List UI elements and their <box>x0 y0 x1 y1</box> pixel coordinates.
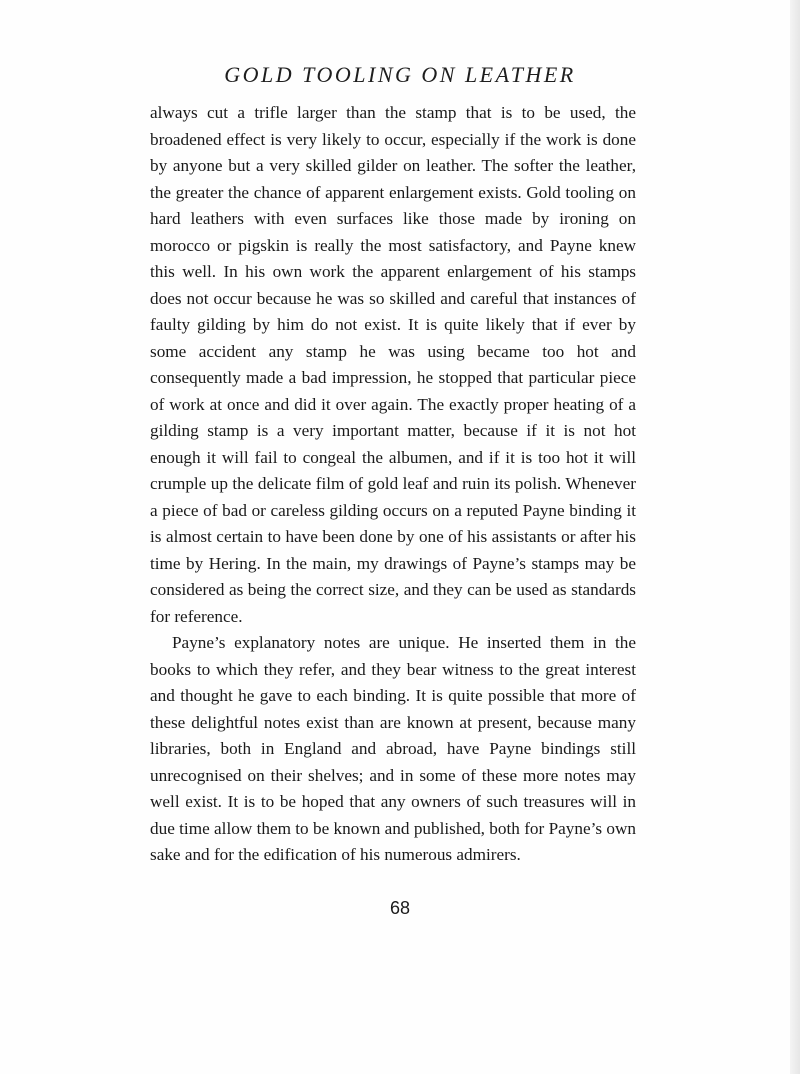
body-text <box>150 100 636 869</box>
paragraph-1: always cut a trifle larger than the stamp that is to be used, the broadened effect is very likely to occur, especially if the work is done by anyone but a very skilled gilder on leather. The softer the leather, the greater the chance of apparent enlargement exists. Gold tooling on hard leathers with even surfaces like those made by ironing on morocco or pigskin is really the most satisfactory, and Payne knew this well. In his own work the apparent enlargement of his stamps does not occur because he was so skilled and careful that instances of faulty gilding by him do not exist. It is quite likely that if ever by some accident any stamp he was using became too hot and consequently made a bad impression, he stopped that particular piece of work at once and did it over again. The exactly proper heating of a gilding stamp is a very important matter, because if it is not hot enough it will fail to congeal the albumen, and if it is too hot it will crumple up the delicate film of gold leaf and ruin its polish. Whenever a piece of bad or careless gilding occurs on a reputed Payne binding it is almost certain to have been done by one of his assistants or after his time by Hering. In the main, my drawings of Payne’s stamps may be considered as being the correct size, and they can be used as standards for reference. <box>150 103 636 626</box>
page-number: 68 <box>389 898 411 918</box>
running-head: GOLD TOOLING ON LEATHER <box>224 62 576 87</box>
paragraph-2: Payne’s explanatory notes are unique. He inserted them in the books to which they refer, and they bear witness to the great interest and thought he gave to each binding. It is quite possible that more of these delightful notes exist than are known at present, because many libraries, both in England and abroad, have Payne bindings still unrecognised on their shelves; and in some of these more notes may well exist. It is to be hoped that any owners of such treasures will in due time allow them to be known and published, both for Payne’s own sake and for the edification of his numerous admirers. <box>150 633 636 864</box>
